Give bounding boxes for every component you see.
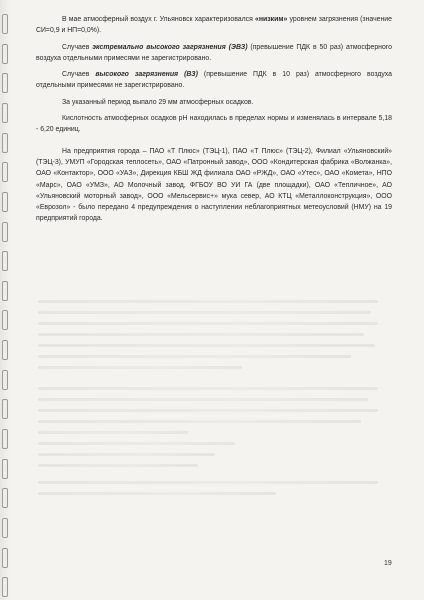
text: Случаев xyxy=(62,71,96,79)
binding-ring xyxy=(2,192,8,212)
binding-ring xyxy=(2,281,8,301)
text: Случаев xyxy=(62,43,93,51)
paragraph-vz xyxy=(36,69,392,92)
paragraph-pollution-level xyxy=(36,14,392,37)
binding-ring xyxy=(2,222,8,242)
bleed-through-text xyxy=(38,300,378,503)
binding-ring xyxy=(2,577,8,597)
binding-ring xyxy=(2,370,8,390)
text-bold: «низким» xyxy=(255,16,288,23)
binding-ring xyxy=(2,399,8,419)
binding-ring xyxy=(2,310,8,330)
text: В мае атмосферный воздух г. Ульяновск характеризовался xyxy=(62,16,256,23)
paragraph-warnings: На предприятия города – ПАО «Т Плюс» (ТЭЦ-1), ПАО «Т Плюс» (ТЭЦ-2), Филиал «Ульяновский» (ТЭЦ-3), УМУП «Городская теплосеть», ОАО «Патронный завод», ООО «Кондитерская фабрика «Волжанка», ОАО «Контактор», ООО «УАЗ», Дирекция КБШ ЖД филиала ОАО «РЖД», ОАО «Утес», ОАО «Комета», НПО «Марс», ОАО «УМЗ», АО Молочный завод, ФГБОУ ВО УИ ГА (две площадки), ОАО «Тепличное», АО «Ульяновский моторный завод», ООО «Мельсервис+» мука север, АО КТЦ «Металлоконструкция», ООО «Еврозол» - было передано 4 предупреждения о наступлении неблагоприятных метеоусловий (НМУ) на 19 предприятий города. xyxy=(36,147,392,223)
binding-ring xyxy=(2,44,8,64)
binding-ring xyxy=(2,459,8,479)
document-body xyxy=(36,14,392,225)
binding-ring xyxy=(2,73,8,93)
binding-ring xyxy=(2,548,8,568)
paragraph-precipitation: За указанный период выпало 29 мм атмосферных осадков. xyxy=(62,98,254,106)
binding-ring xyxy=(2,133,8,153)
paragraph-acidity: Кислотность атмосферных осадков рН находилась в пределах нормы и изменялась в интервале 5,18 - 6,20 единиц. xyxy=(36,115,392,134)
binding-ring xyxy=(2,103,8,123)
binding-ring xyxy=(2,429,8,449)
binding-ring xyxy=(2,162,8,182)
binding-ring xyxy=(2,488,8,508)
text: уровнем загрязнения (значение СИ=0,9 и НП=0,0%). xyxy=(36,16,392,35)
binding-ring xyxy=(2,14,8,34)
text-bold-italic: экстремально высокого загрязнения (ЭВЗ) xyxy=(92,43,248,51)
paragraph-evz xyxy=(36,42,392,65)
binding-edge xyxy=(0,0,10,600)
page-number: 19 xyxy=(384,560,392,567)
binding-ring xyxy=(2,340,8,360)
binding-ring xyxy=(2,251,8,271)
text-bold-italic: высокого загрязнения (ВЗ) xyxy=(95,71,198,79)
text: (превышение ПДК в 10 раз) атмосферного воздуха отдельными примесями не зарегистрировано. xyxy=(36,71,392,90)
binding-ring xyxy=(2,518,8,538)
text: (превышение ПДК в 50 раз) атмосферного воздуха отдельными примесями не зарегистрировано. xyxy=(36,43,393,62)
